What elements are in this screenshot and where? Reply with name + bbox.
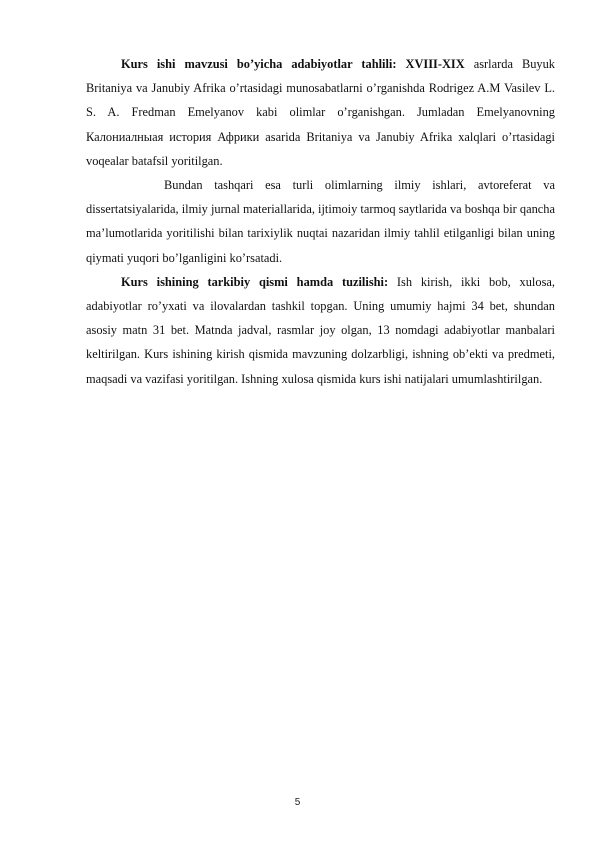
literature-review-heading: Kurs ishi mavzusi bo’yicha adabiyotlar tahlili: XVIII-XIX xyxy=(121,57,465,71)
literature-review-text: asrlarda Buyuk Britaniya va Janubiy Afrika o’rtasidagi munosabatlarni o’rganishda Rodrigez A.M Vasilev L. S. A. Fredman Emelyanov kabi olimlar o’rganishgan. Jumladan Emelyanovning Калониалныая история Африки asarida Britaniya va Janubiy Afrika xalqlari o’rtasidagi voqealar batafsil yoritilgan. xyxy=(86,57,556,168)
literature-review-paragraph xyxy=(86,52,555,173)
page-content xyxy=(86,52,555,391)
structure-paragraph xyxy=(86,270,555,391)
additional-sources-paragraph xyxy=(86,173,555,270)
structure-text: Ish kirish, ikki bob, xulosa, adabiyotlar ro’yxati va ilovalardan tashkil topgan. Uning umumiy hajmi 34 bet, shundan asosiy matn 31 bet. Matnda jadval, rasmlar joy olgan, 13 nomdagi adabiyotlar manbalari keltirilgan. Kurs ishining kirish qismida mavzuning dolzarbligi, ishning ob’ekti va predmeti, maqsadi va vazifasi yoritilgan. Ishning xulosa qismida kurs ishi natijalari umumlashtirilgan. xyxy=(86,274,555,386)
structure-heading: Kurs ishining tarkibiy qismi hamda tuzilishi: xyxy=(121,274,389,289)
additional-sources-text: Bundan tashqari esa turli olimlarning ilmiy ishlari, avtoreferat va dissertatsiyalarida, ilmiy jurnal materiallarida, ijtimoiy tarmoq saytlarida va boshqa bir qancha ma’lumotlarida yoritilishi bilan tarixiylik nuqtai nazaridan ilmiy tahlil etilganligi bilan uning qiymati yuqori bo’lganligini ko’rsatadi. xyxy=(86,178,555,265)
page-number: 5 xyxy=(294,797,301,808)
